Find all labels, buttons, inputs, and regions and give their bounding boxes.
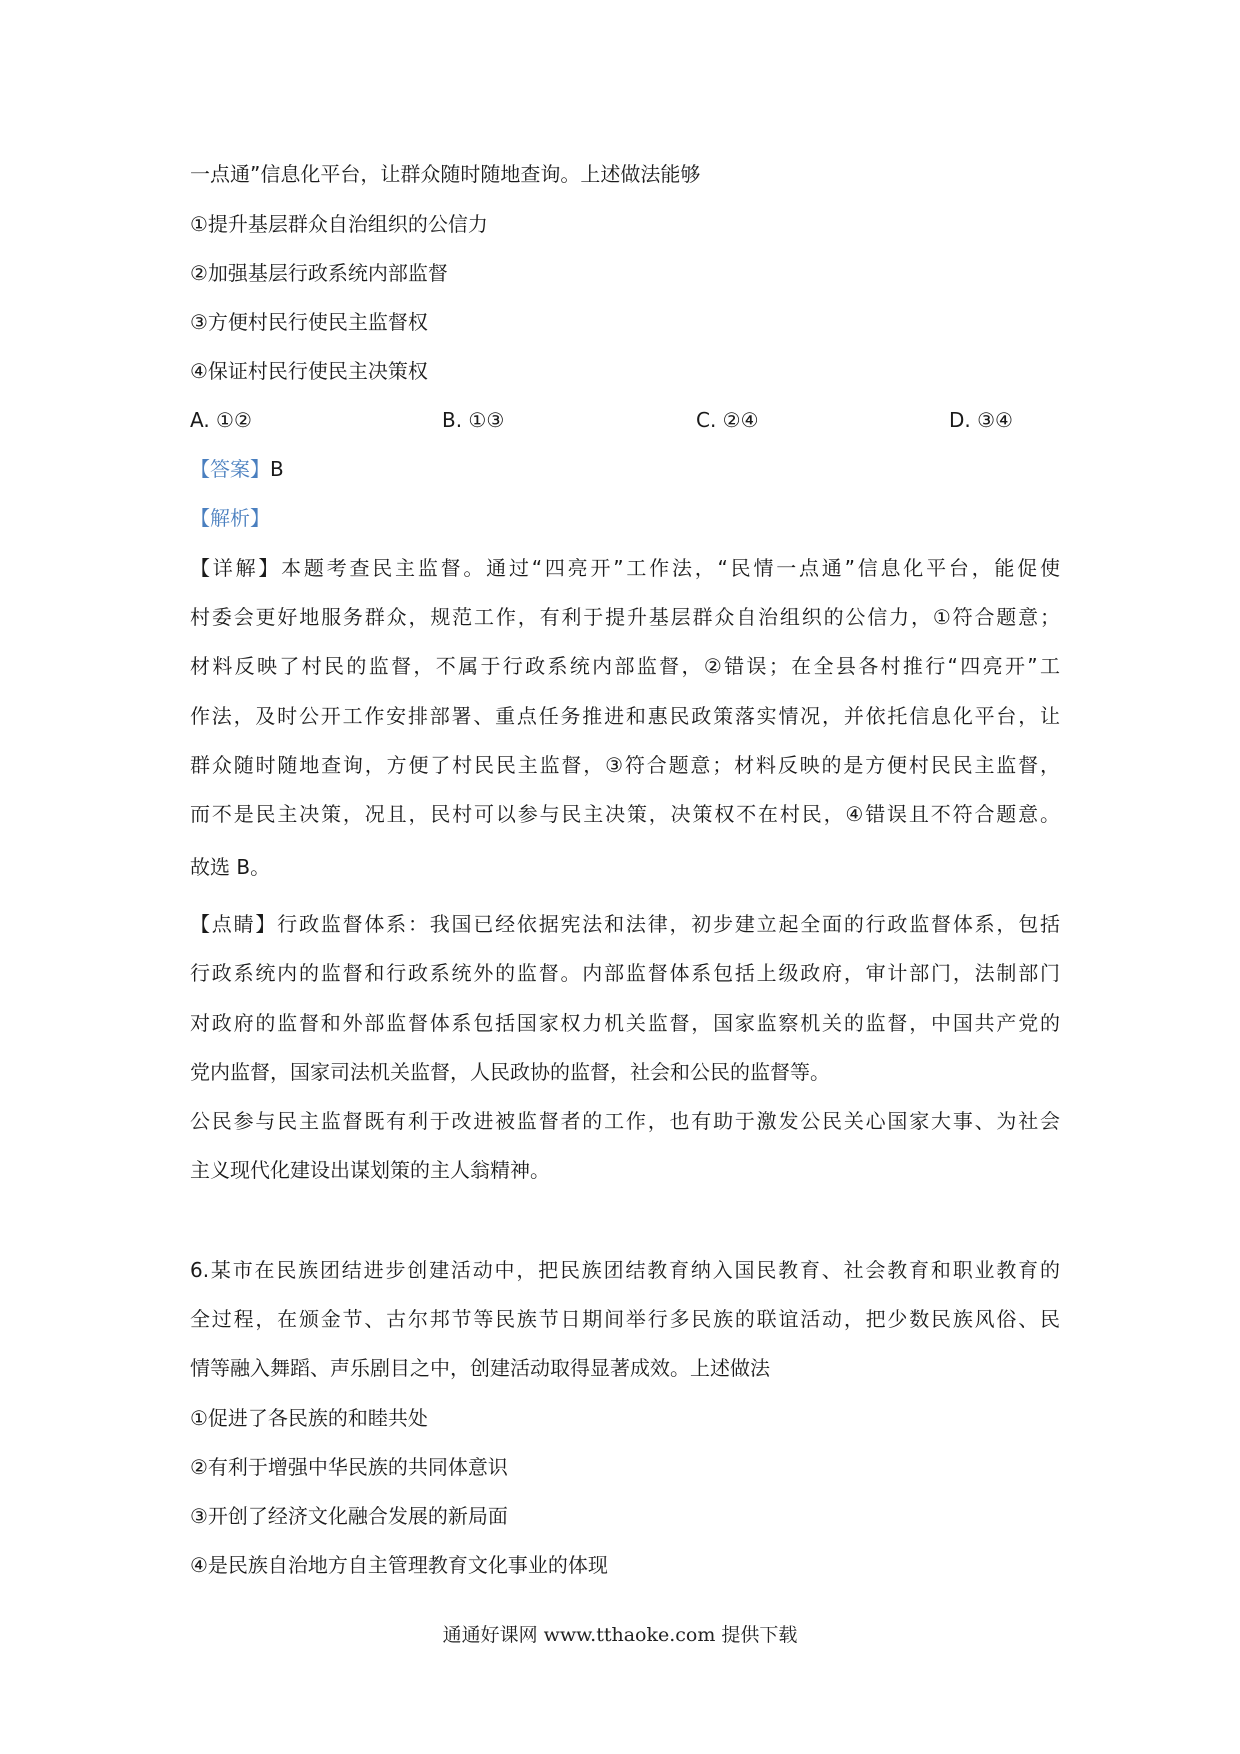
conclusion: 故选 B。 [190, 855, 271, 879]
detail-line-1: 【详解】本题考查民主监督。通过“四亮开”工作法，“民情一点通”信息化平台，能促使 [190, 556, 1060, 580]
page-footer: 通通好课网 www.tthaoke.com 提供下载 [442, 1624, 798, 1646]
answer-label: 【答案】 [190, 457, 270, 481]
tips-line-4: 党内监督，国家司法机关监督，人民政协的监督，社会和公民的监督等。 [190, 1060, 830, 1084]
q5-option-a: A. ①② [190, 408, 252, 432]
q6-stem-line-2: 全过程，在颁金节、古尔邦节等民族节日期间举行多民族的联谊活动，把少数民族风俗、民 [190, 1307, 1060, 1331]
extra-line-2: 主义现代化建设出谋划策的主人翁精神。 [190, 1158, 550, 1182]
tips-line-3: 对政府的监督和外部监督体系包括国家权力机关监督，国家监察机关的监督，中国共产党的 [190, 1011, 1060, 1035]
tips-line-1: 【点睛】行政监督体系：我国已经依据宪法和法律，初步建立起全面的行政监督体系，包括 [190, 912, 1060, 936]
q5-item-2: ②加强基层行政系统内部监督 [190, 261, 448, 285]
detail-line-4: 作法，及时公开工作安排部署、重点任务推进和惠民政策落实情况，并依托信息化平台，让 [190, 704, 1060, 728]
q5-option-d: D. ③④ [949, 408, 1013, 432]
q5-stem-end: 一点通”信息化平台，让群众随时随地查询。上述做法能够 [190, 162, 701, 186]
detail-line-6: 而不是民主决策，况且，民村可以参与民主决策，决策权不在村民，④错误且不符合题意。 [190, 802, 1060, 826]
q6-stem-line-1: 6.某市在民族团结进步创建活动中，把民族团结教育纳入国民教育、社会教育和职业教育的 [190, 1258, 1060, 1282]
q6-item-1: ①促进了各民族的和睦共处 [190, 1406, 428, 1430]
q5-item-3: ③方便村民行使民主监督权 [190, 310, 428, 334]
q6-stem-line-3: 情等融入舞蹈、声乐剧目之中，创建活动取得显著成效。上述做法 [190, 1356, 770, 1380]
q6-item-2: ②有利于增强中华民族的共同体意识 [190, 1455, 508, 1479]
answer-line [190, 455, 284, 483]
q5-option-c: C. ②④ [696, 408, 759, 432]
q5-option-b: B. ①③ [442, 408, 505, 432]
analysis-label: 【解析】 [190, 506, 270, 530]
detail-line-2: 村委会更好地服务群众，规范工作，有利于提升基层群众自治组织的公信力，①符合题意； [190, 605, 1060, 629]
detail-line-3: 材料反映了村民的监督，不属于行政系统内部监督，②错误；在全县各村推行“四亮开”工 [190, 654, 1060, 678]
answer-value: B [270, 457, 284, 481]
q6-item-3: ③开创了经济文化融合发展的新局面 [190, 1504, 508, 1528]
q5-item-1: ①提升基层群众自治组织的公信力 [190, 212, 488, 236]
detail-line-5: 群众随时随地查询，方便了村民民主监督，③符合题意；材料反映的是方便村民民主监督， [190, 753, 1060, 777]
q6-item-4: ④是民族自治地方自主管理教育文化事业的体现 [190, 1553, 608, 1577]
q5-item-4: ④保证村民行使民主决策权 [190, 359, 428, 383]
extra-line-1: 公民参与民主监督既有利于改进被监督者的工作，也有助于激发公民关心国家大事、为社会 [190, 1109, 1060, 1133]
tips-line-2: 行政系统内的监督和行政系统外的监督。内部监督体系包括上级政府，审计部门，法制部门 [190, 961, 1060, 985]
